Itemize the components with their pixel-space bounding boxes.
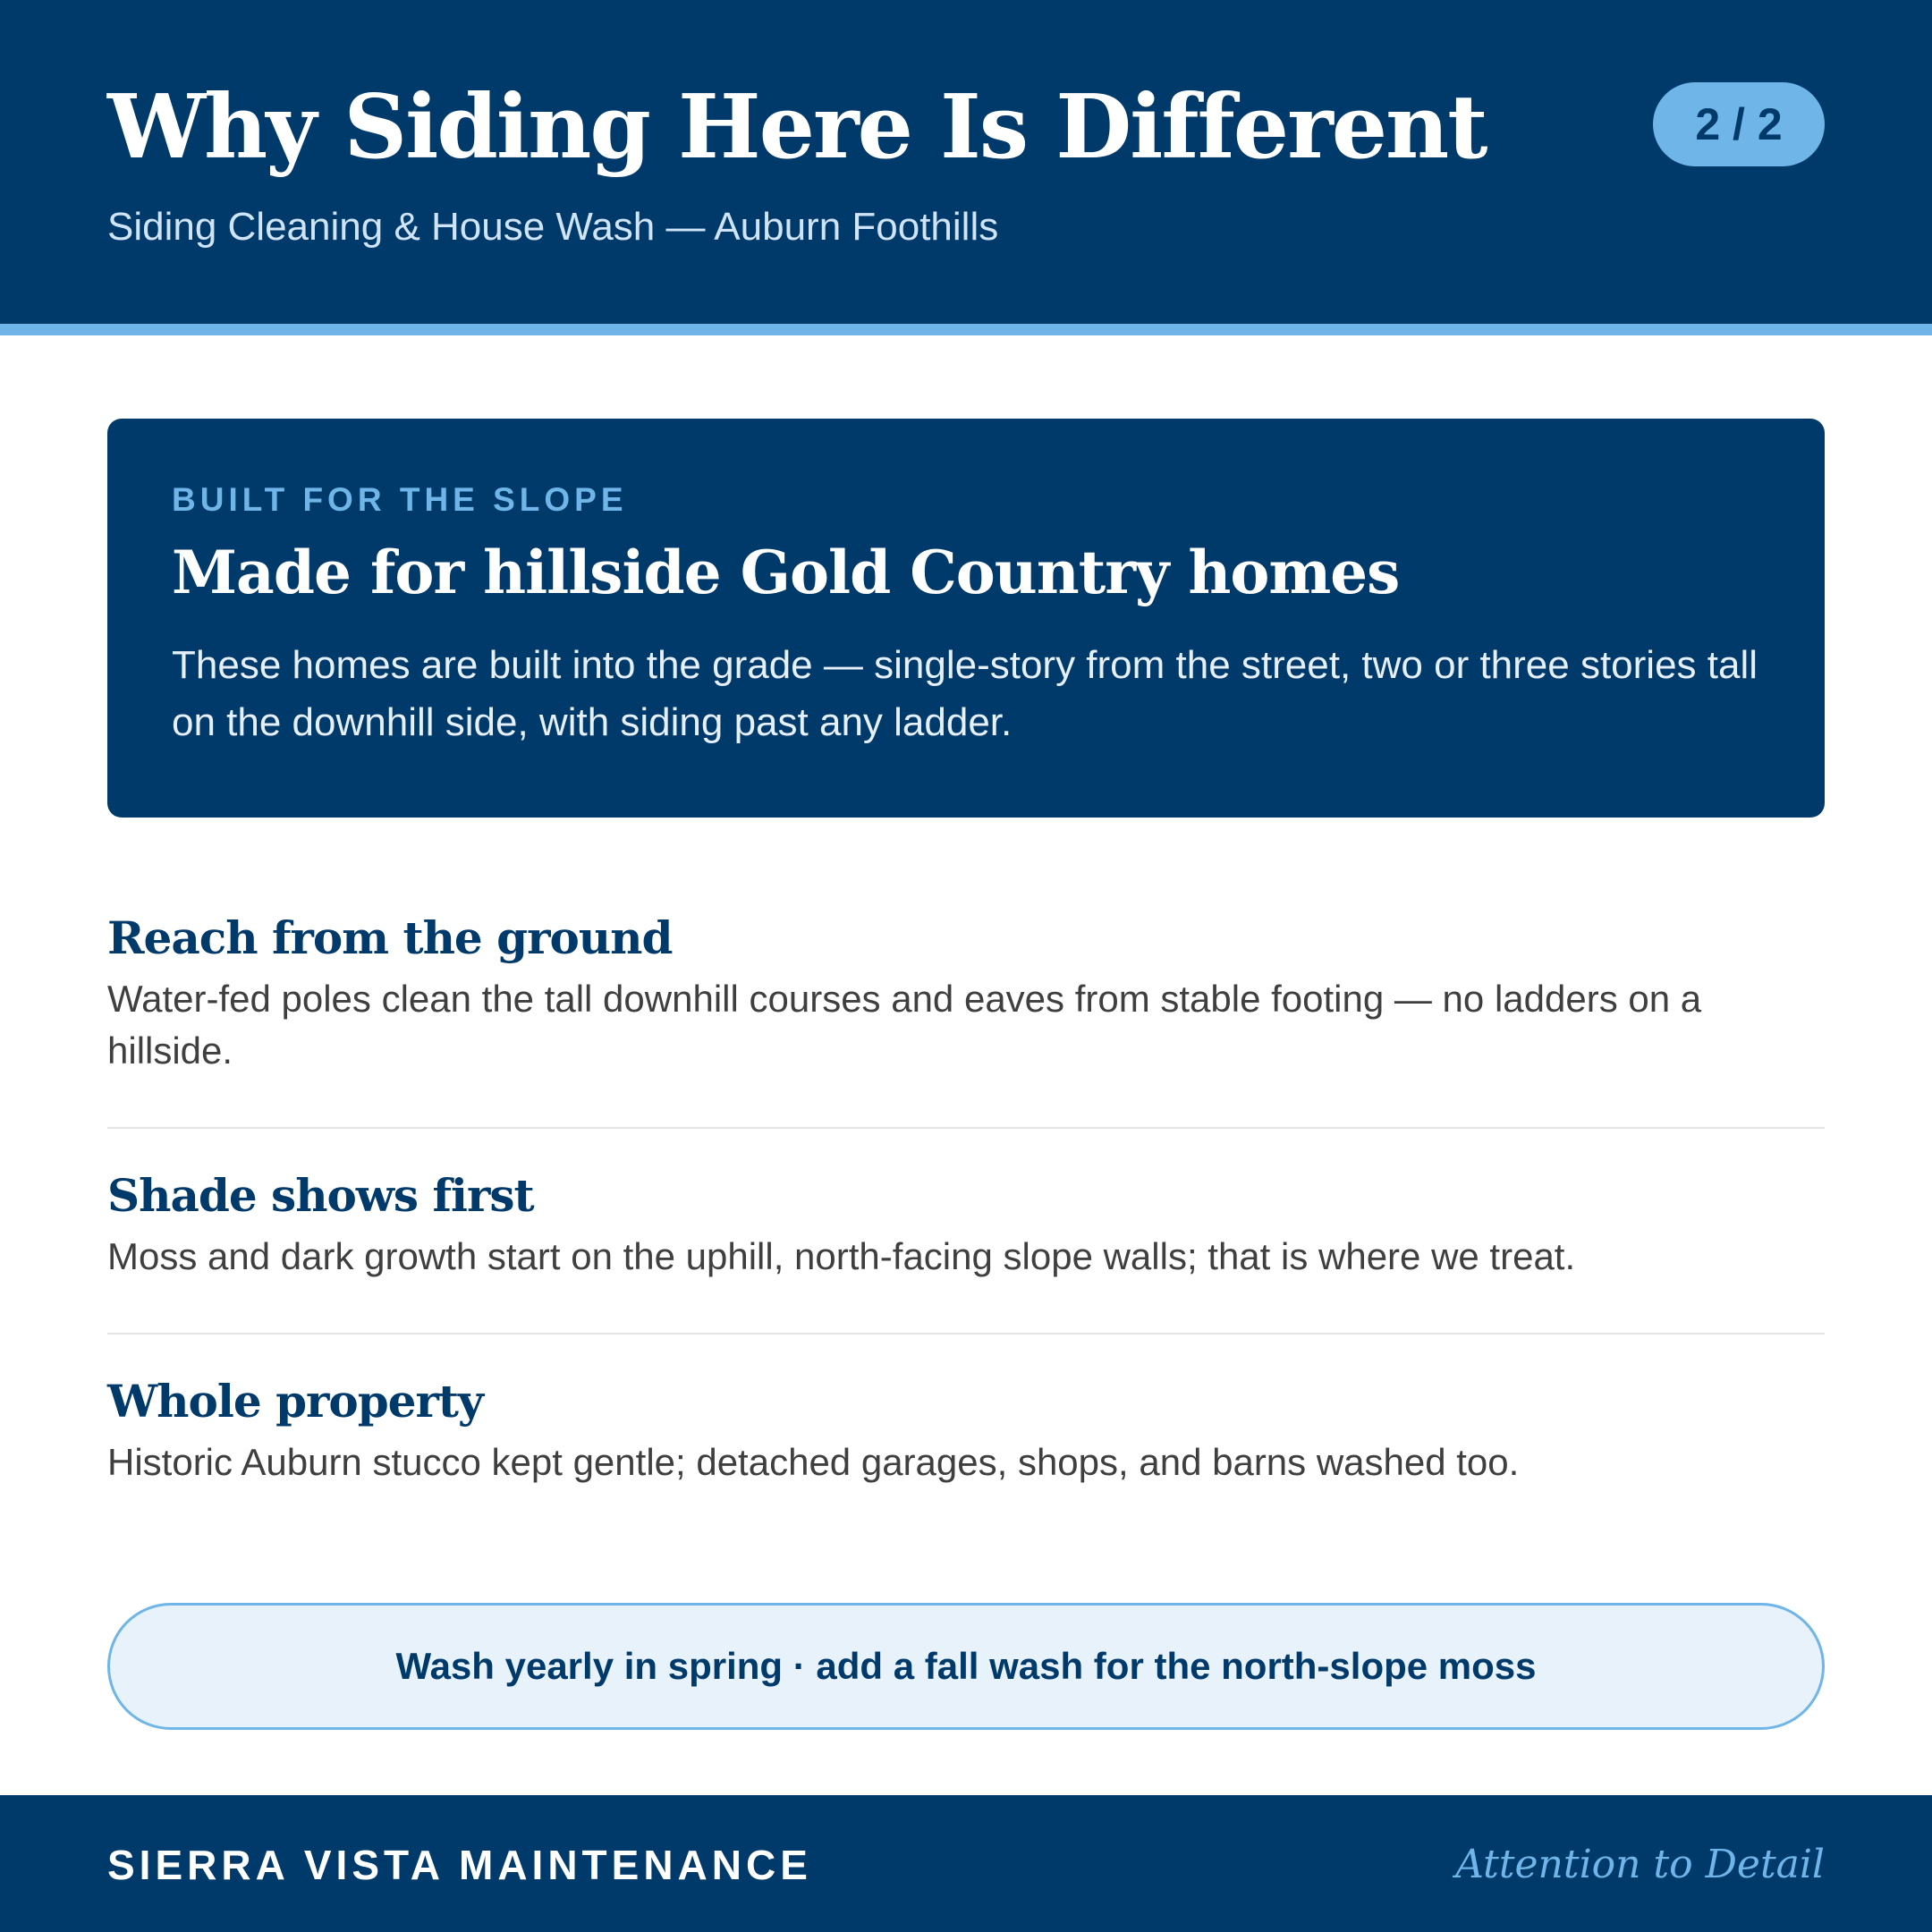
point-body: Historic Auburn stucco kept gentle; detached garages, shops, and barns washed too.	[107, 1441, 1520, 1483]
point-heading: Whole property	[107, 1375, 483, 1428]
brand-tagline: Attention to Detail	[1455, 1842, 1825, 1887]
header-banner	[0, 0, 1932, 324]
feature-card	[107, 419, 1825, 818]
page-subtitle: Siding Cleaning & House Wash — Auburn Foothills	[107, 205, 999, 249]
brand-name: SIERRA VISTA MAINTENANCE	[107, 1842, 812, 1888]
footer-bar	[0, 1795, 1932, 1932]
schedule-callout: Wash yearly in spring · add a fall wash for the north-slope moss	[107, 1603, 1825, 1730]
point-heading: Shade shows first	[107, 1169, 534, 1222]
section-divider	[107, 1127, 1825, 1129]
feature-heading: Made for hillside Gold Country homes	[172, 538, 1400, 607]
page-indicator-badge: 2 / 2	[1653, 82, 1825, 166]
point-heading: Reach from the ground	[107, 911, 673, 964]
point-body: Moss and dark growth start on the uphill, north-facing slope walls; that is where we treat.	[107, 1235, 1576, 1277]
feature-kicker: BUILT FOR THE SLOPE	[172, 481, 628, 518]
point-reach-from-ground	[107, 907, 1825, 1077]
header-accent-rule	[0, 324, 1932, 335]
section-divider	[107, 1333, 1825, 1335]
point-body: Water-fed poles clean the tall downhill courses and eaves from stable footing — no ladders on a hillside.	[107, 978, 1702, 1072]
page-title: Why Siding Here Is Different	[107, 76, 1487, 179]
point-whole-property	[107, 1370, 1825, 1488]
point-shade-shows-first	[107, 1165, 1825, 1283]
feature-body: These homes are built into the grade — single-story from the street, two or three stories tall on the downhill side, with siding past any ladder.	[172, 643, 1758, 744]
